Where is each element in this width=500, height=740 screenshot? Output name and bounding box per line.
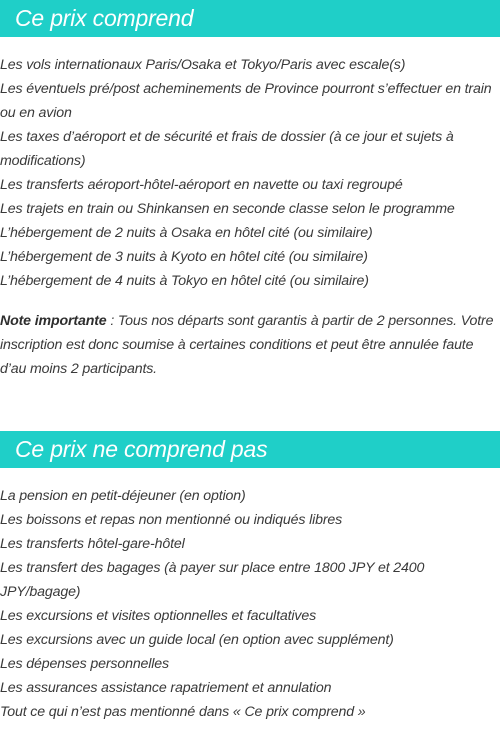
list-item: L’hébergement de 4 nuits à Tokyo en hôtel cité (ou similaire) bbox=[0, 273, 369, 289]
important-note bbox=[0, 309, 500, 381]
included-list bbox=[0, 53, 500, 293]
list-item: Les dépenses personnelles bbox=[0, 656, 169, 672]
list-item: Tout ce qui n’est pas mentionné dans « Ce prix comprend » bbox=[0, 704, 366, 720]
list-item: Les éventuels pré/post acheminements de Province pourront s’effectuer en train ou en avion bbox=[0, 81, 492, 121]
excluded-section-header: Ce prix ne comprend pas bbox=[0, 431, 500, 468]
list-item: Les excursions avec un guide local (en option avec supplément) bbox=[0, 632, 394, 648]
list-item: L’hébergement de 2 nuits à Osaka en hôtel cité (ou similaire) bbox=[0, 225, 373, 241]
list-item: Les transfert des bagages (à payer sur place entre 1800 JPY et 2400 JPY/bagage) bbox=[0, 560, 425, 600]
excluded-list bbox=[0, 484, 500, 724]
list-item: L’hébergement de 3 nuits à Kyoto en hôtel cité (ou similaire) bbox=[0, 249, 368, 265]
note-text: : Tous nos départs sont garantis à partir de 2 personnes. Votre inscription est donc soumise à certaines conditions et peut être annulée faute d’au moins 2 participants. bbox=[0, 313, 494, 377]
included-section-header: Ce prix comprend bbox=[0, 0, 500, 37]
list-item: Les transferts aéroport-hôtel-aéroport en navette ou taxi regroupé bbox=[0, 177, 403, 193]
list-item: Les vols internationaux Paris/Osaka et Tokyo/Paris avec escale(s) bbox=[0, 57, 406, 73]
list-item: Les transferts hôtel-gare-hôtel bbox=[0, 536, 185, 552]
list-item: Les assurances assistance rapatriement et annulation bbox=[0, 680, 332, 696]
list-item: Les boissons et repas non mentionné ou indiqués libres bbox=[0, 512, 343, 528]
note-label: Note importante bbox=[0, 313, 107, 329]
list-item: Les taxes d’aéroport et de sécurité et frais de dossier (à ce jour et sujets à modifications) bbox=[0, 129, 454, 169]
list-item: La pension en petit-déjeuner (en option) bbox=[0, 488, 246, 504]
list-item: Les trajets en train ou Shinkansen en seconde classe selon le programme bbox=[0, 201, 455, 217]
list-item: Les excursions et visites optionnelles et facultatives bbox=[0, 608, 317, 624]
